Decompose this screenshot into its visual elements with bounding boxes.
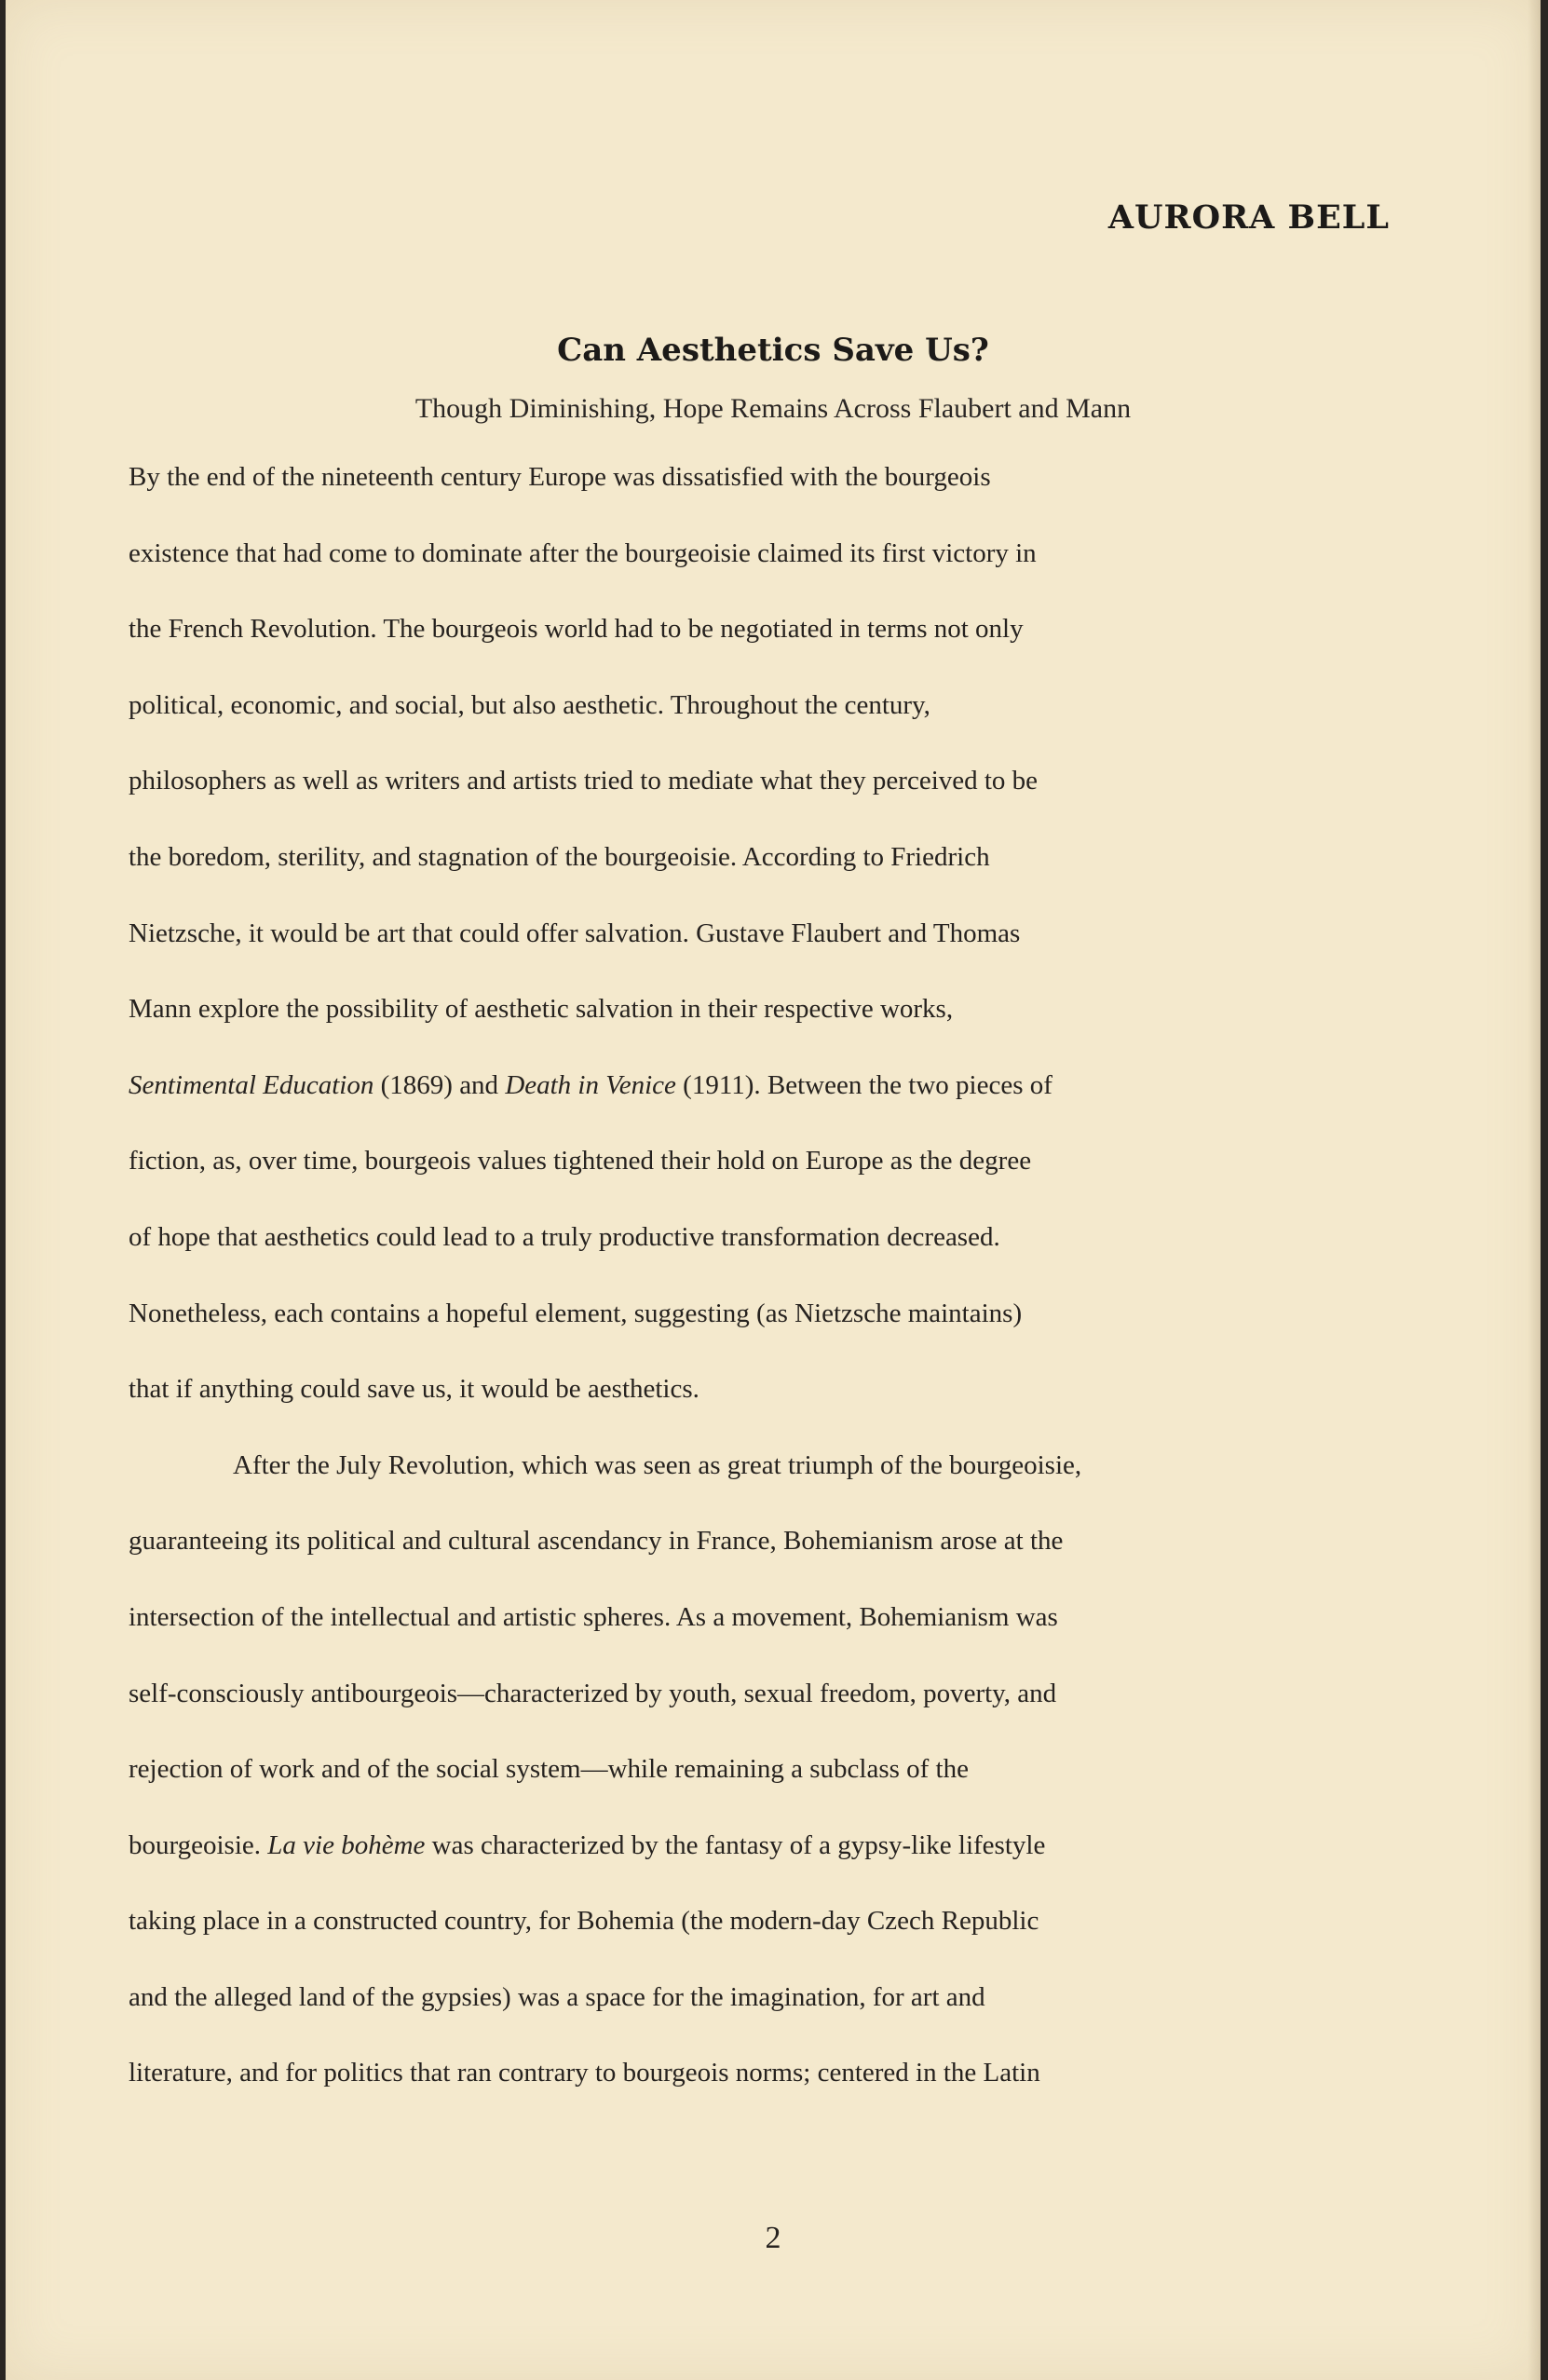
- text-line: Nonetheless, each contains a hopeful element, suggesting (as Nietzsche maintains): [129, 1298, 1023, 1328]
- text-segment: (1911). Between the two pieces of: [675, 1069, 1052, 1100]
- page-number: 2: [765, 2221, 781, 2255]
- text-line: By the end of the nineteenth century Europe was dissatisfied with the bourgeois: [129, 462, 991, 492]
- text-line: intersection of the intellectual and artistic spheres. As a movement, Bohemianism was: [129, 1601, 1058, 1632]
- text-line: guaranteeing its political and cultural ascendancy in France, Bohemianism arose at the: [129, 1526, 1064, 1557]
- text-line: of hope that aesthetics could lead to a truly productive transformation decreased.: [129, 1221, 1000, 1252]
- article-title: Can Aesthetics Save Us?: [557, 332, 989, 369]
- text-line: rejection of work and of the social system—while remaining a subclass of the: [129, 1754, 969, 1785]
- text-line: the French Revolution. The bourgeois world had to be negotiated in terms not only: [129, 614, 1024, 645]
- text-line: taking place in a constructed country, for Bohemia (the modern-day Czech Republic: [129, 1906, 1039, 1937]
- text-line: the boredom, sterility, and stagnation of the bourgeoisie. According to Friedrich: [129, 841, 990, 872]
- work-title-death-in-venice: Death in Venice: [505, 1069, 676, 1100]
- text-line: that if anything could save us, it would be aesthetics.: [129, 1374, 699, 1405]
- text-line: Mann explore the possibility of aesthetic salvation in their respective works,: [129, 994, 954, 1025]
- text-line: literature, and for politics that ran contrary to bourgeois norms; centered in the Latin: [129, 2058, 1040, 2088]
- text-segment: bourgeoisie.: [129, 1829, 268, 1860]
- text-line: Nietzsche, it would be art that could offer salvation. Gustave Flaubert and Thomas: [129, 918, 1021, 948]
- text-line: self-consciously antibourgeois—characterized by youth, sexual freedom, poverty, and: [129, 1678, 1057, 1708]
- text-line: [129, 1048, 1423, 1124]
- document-page: [6, 0, 1541, 2380]
- text-line: and the alleged land of the gypsies) was a space for the imagination, for art and: [129, 1981, 985, 2012]
- work-title-sentimental-education: Sentimental Education: [129, 1069, 374, 1100]
- text-segment: was characterized by the fantasy of a gypsy-like lifestyle: [425, 1829, 1046, 1860]
- text-line: [129, 1808, 1423, 1884]
- text-line: philosophers as well as writers and artists tried to mediate what they perceived to be: [129, 766, 1039, 796]
- running-header-author: AURORA BELL: [1107, 198, 1390, 237]
- text-line: political, economic, and social, but also aesthetic. Throughout the century,: [129, 689, 930, 720]
- text-line: existence that had come to dominate after the bourgeoisie claimed its first victory in: [129, 537, 1037, 568]
- text-line: fiction, as, over time, bourgeois values tightened their hold on Europe as the degree: [129, 1146, 1032, 1176]
- text-line-paragraph-start: After the July Revolution, which was seen as great triumph of the bourgeoisie,: [233, 1449, 1082, 1480]
- text-segment: (1869) and: [373, 1069, 506, 1100]
- article-subtitle: Though Diminishing, Hope Remains Across Flaubert and Mann: [414, 393, 1132, 424]
- body-text: [129, 440, 1423, 2112]
- work-title-la-vie-boheme: La vie bohème: [267, 1829, 426, 1860]
